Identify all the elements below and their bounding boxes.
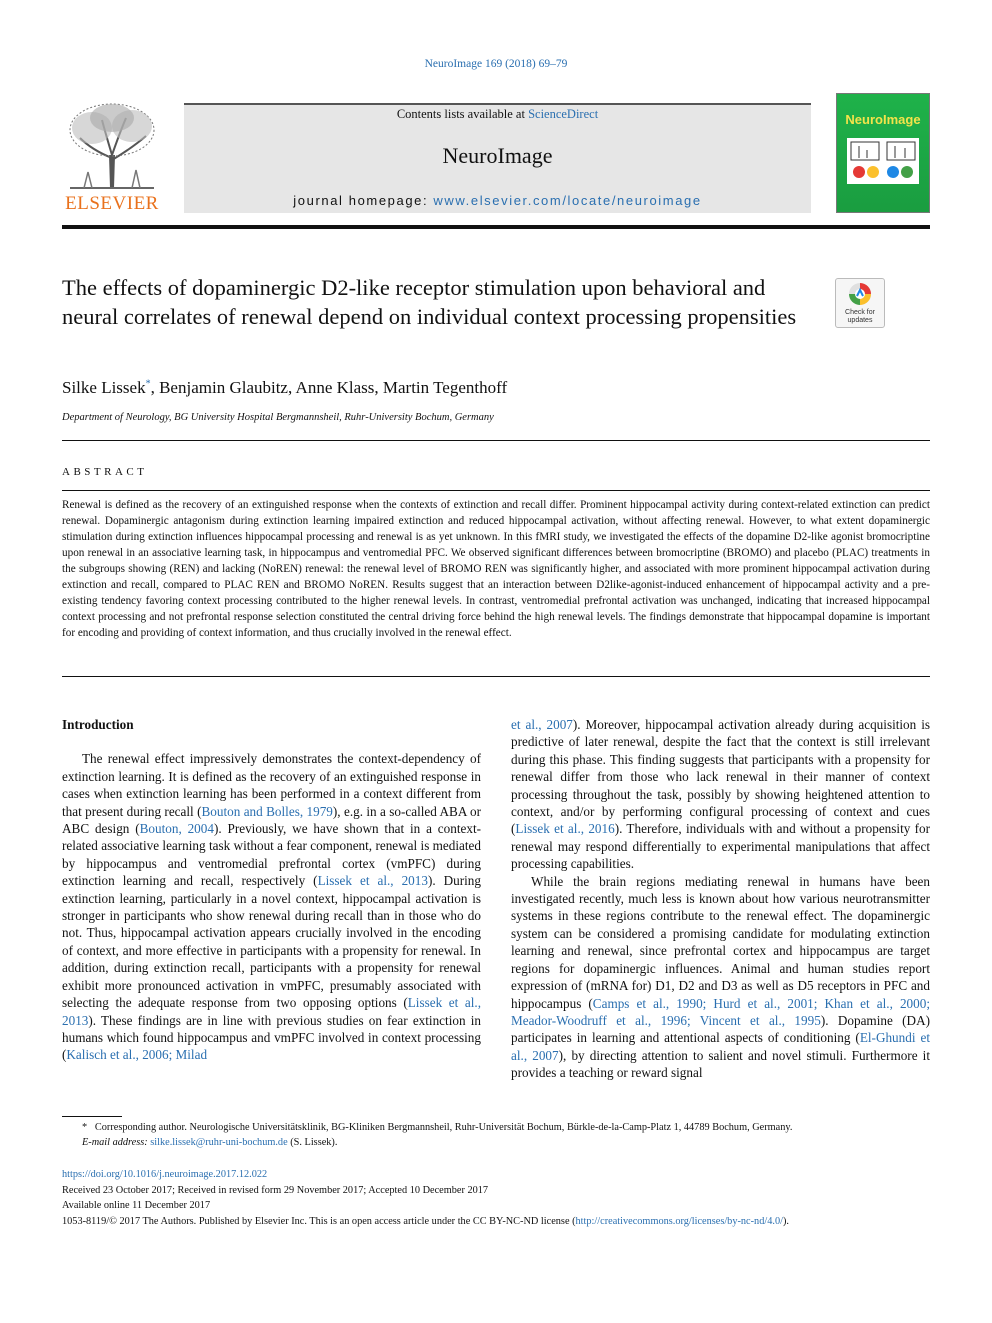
corresponding-footnote [62,1120,930,1150]
sciencedirect-link[interactable]: ScienceDirect [528,107,599,121]
citation-link[interactable]: Bouton and Bolles, 1979 [201,803,333,819]
cover-figure [847,138,919,184]
journal-name: NeuroImage [442,143,553,168]
affiliation: Department of Neurology, BG University Hospital Bergmannsheil, Ruhr-University Bochum, Germany [62,412,494,423]
homepage-link[interactable]: www.elsevier.com/locate/neuroimage [433,193,702,208]
footnote-rule [62,1116,122,1117]
doi-link[interactable]: https://doi.org/10.1016/j.neuroimage.2017.12.022 [62,1169,268,1180]
first-author[interactable]: Silke Lissek [62,378,146,397]
history-dates: Received 23 October 2017; Received in revised form 29 November 2017; Accepted 10 December 2017 [62,1184,489,1196]
section-heading: Introduction [62,717,134,732]
co-authors: , Benjamin Glaubitz, Anne Klass, Martin Tegenthoff [150,378,508,397]
license-line: 1053-8119/© 2017 The Authors. Published by Elsevier Inc. This is an open access article under the CC BY-NC-ND license (http://creativecommons.org/licenses/by-nc-nd/4.0/). [62,1215,789,1227]
citation-link[interactable]: Lissek et al., 2013 [317,873,428,889]
journal-homepage [184,193,811,208]
crossmark-label: Check for updates [845,309,875,324]
citation-link[interactable]: Lissek et al., 2013 [62,995,481,1028]
homepage-label: journal homepage: [293,193,434,208]
check-for-updates-badge[interactable] [835,278,885,328]
affiliation-divider [62,440,930,441]
author-list [62,378,507,398]
citation-link[interactable]: Bouton, 2004 [139,821,214,837]
header-divider [62,225,930,229]
email-link[interactable]: silke.lissek@ruhr-uni-bochum.de [150,1137,288,1148]
abstract-top-rule [62,490,930,491]
contents-line [184,107,811,122]
paragraph: While the brain regions mediating renewal in humans have been investigated recently, much less is known about how various neurotransmitter systems in these regions contribute to the renewal effect. The dopaminergic system can be considered a promising candidate for modulating extinction learning and renewal, since prefrontal cortex and hippocampus are target regions for dopaminergic influences. Animal and human studies report expression of (mRNA for) D1, D2 and D3 as well as D5 receptors in PFC and hippocampus (Camps et al., 1990; Hurd et al., 2001; Khan et al., 2000; Meador-Woodruff et al., 1996; Vincent et al., 1995). Dopamine (DA) participates in learning and attentional aspects of conditioning (El-Ghundi et al., 2007), by directing attention to salient and novel stimuli. Furthermore it provides a teaching or reward signal [511,873,931,1081]
corresponding-address: * Corresponding author. Neurologische Universitätsklinik, BG-Kliniken Bergmannsheil, Ruhr-Universität Bochum, Bürkle-de-la-Camp-Platz 1, 44789 Bochum, Germany. [82,1122,793,1133]
license-link[interactable]: http://creativecommons.org/licenses/by-nc-nd/4.0/ [575,1215,783,1227]
elsevier-wordmark: ELSEVIER [65,193,159,214]
email-line: E-mail address: silke.lissek@ruhr-uni-bochum.de (S. Lissek). [82,1137,338,1148]
journal-banner [184,103,811,213]
cover-title: NeuroImage [845,112,921,127]
article-meta [62,1167,930,1229]
journal-cover-thumbnail[interactable] [836,93,930,213]
body-left-column [62,716,481,1064]
citation-link[interactable]: El-Ghundi et al., 2007 [511,1030,930,1063]
contents-prefix: Contents lists available at [396,107,529,121]
body-right-column [511,716,930,1082]
journal-citation[interactable]: NeuroImage 169 (2018) 69–79 [424,58,568,70]
article-title: The effects of dopaminergic D2-like receptor stimulation upon behavioral and neural correlates of renewal depend on individual context processing propensities [62,275,797,329]
online-date: Available online 11 December 2017 [62,1200,211,1212]
corresponding-marker[interactable]: * [145,378,151,390]
citation-link[interactable]: Lissek et al., 2016 [515,821,615,837]
abstract-heading: ABSTRACT [62,466,148,478]
citation-link[interactable]: Camps et al., 1990; Hurd et al., 2001; Khan et al., 2000; Meador-Woodruff et al., 1996; Vincent et al., 1995 [511,995,930,1028]
abstract-bottom-rule [62,676,930,677]
citation-link[interactable]: Kalisch et al., 2006; Milad [66,1047,208,1063]
paragraph: The renewal effect impressively demonstrates the context-dependency of extinction learning. It is defined as the recovery of an extinguished response in cases when extinction learning has been performed in a context different from that present during recall (Bouton and Bolles, 1979), e.g. in a so-called ABA or ABC design (Bouton, 2004). Previously, we have shown that in a context-related associative learning task without a fear component, renewal is mediated by hippocampus and ventromedial prefrontal cortex (vmPFC) during extinction learning and recall, respectively (Lissek et al., 2013). During extinction learning, particularly in a novel context, hippocampal activation is stronger in participants who show renewal during recall than in those who do not. Thus, hippocampal activation appears crucially involved in the encoding of context, and more effective in participants with a propensity for renewal. In addition, during extinction recall, participants with a propensity for renewal exhibit more pronounced activation in vmPFC, presumably associated with selecting the adequate response from two opposing options (Lissek et al., 2013). These findings are in line with previous studies on fear extinction in humans which found hippocampus and vmPFC involved in context processing (Kalisch et al., 2006; Milad [62,751,482,1063]
paragraph: et al., 2007). Moreover, hippocampal activation already during acquisition is predictive of later renewal, despite the fact that the context is still irrelevant during this phase. This finding suggests that participants with a propensity for renewal differ from those who lack renewal in their manner of context processing throughout the task, possibly by showing heightened attention to context, and/or by performing configural processing of context and cues (Lissek et al., 2016). Therefore, individuals with and without a propensity for renewal may respond differentially to experimental manipulations that affect processing capabilities. [511,717,930,872]
citation-link[interactable]: et al., 2007 [511,717,573,732]
abstract-text: Renewal is defined as the recovery of an extinguished response when the contexts of extinction and recall differ. Prominent hippocampal activity during context-related extinction can predict renewal. Dopaminergic antagonism during extinction learning impaired extinction and reduced hippocampal activation, without affecting renewal. However, to what extent dopaminergic stimulation during extinction influences hippocampal processing and renewal is as yet unknown. In this fMRI study, we investigated the effects of the dopamine D2-like agonist bromocriptine upon renewal in an associative learning task, in hippocampus and ventromedial PFC. We observed significant differences between bromocriptine (BROMO) and placebo (PLAC) treatments in the subgroups showing (REN) and lacking (NoREN) renewal: the renewal level of BROMO REN was significantly higher, and associated with more prominent hippocampal activation during extinction and recall, compared to PLAC REN and BROMO NoREN. Results suggest that an interaction between D2like-agonist-induced enhancement of hippocampal activity and a pre-existing tendency favoring context processing contributed to the higher renewal levels. In contrast, ventromedial prefrontal activation was unchanged, indicating that increased hippocampal context processing and not prefrontal response selection constituted the central driving force behind the high renewal levels. The findings demonstrate that hippocampal dopamine is important for encoding and providing of context information, and thus crucially involved in the renewal effect. [62,499,930,639]
crossmark-icon [848,282,872,308]
